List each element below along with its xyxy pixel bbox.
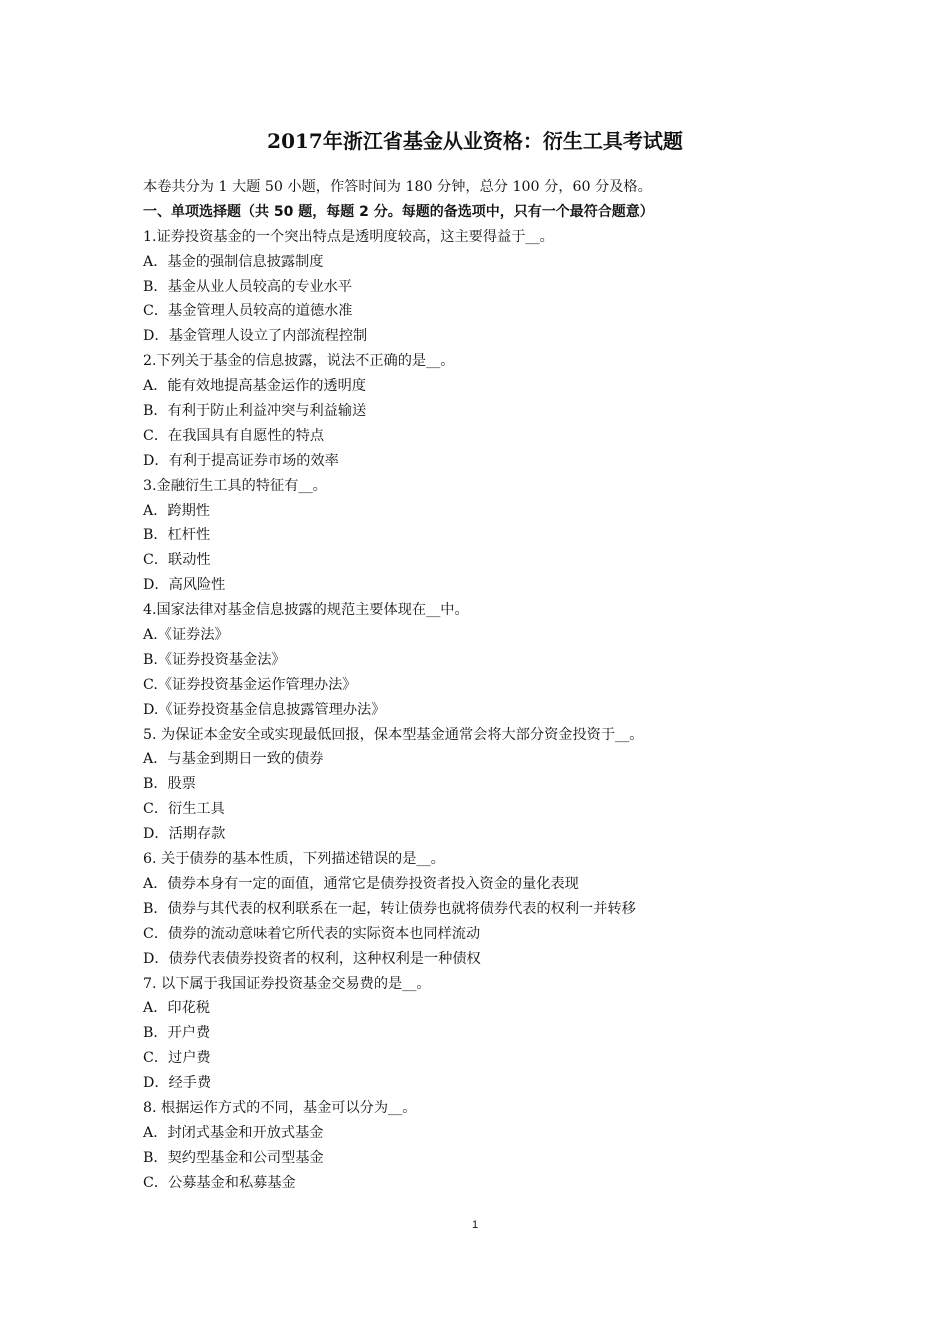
- question-6: [143, 847, 803, 971]
- document-body: [143, 175, 803, 1196]
- option-c: C．在我国具有自愿性的特点: [143, 427, 325, 444]
- question-4: [143, 598, 803, 722]
- question-5: [143, 723, 803, 847]
- question-8: [143, 1096, 803, 1196]
- question-7: [143, 972, 803, 1096]
- question-stem: 3.金融衍生工具的特征有__。: [143, 477, 327, 494]
- option-a: A．能有效地提高基金运作的透明度: [143, 378, 367, 395]
- question-stem: 7. 以下属于我国证券投资基金交易费的是__。: [143, 975, 431, 992]
- option-a: A．跨期性: [143, 502, 210, 519]
- option-b: B．股票: [143, 776, 196, 793]
- option-d: D．基金管理人设立了内部流程控制: [143, 328, 368, 345]
- option-a: A．印花税: [143, 1000, 210, 1017]
- option-b: B．杠杆性: [143, 527, 211, 544]
- option-d: D．债券代表债券投资者的权利，这种权利是一种债权: [143, 950, 481, 967]
- question-stem: 2.下列关于基金的信息披露，说法不正确的是__。: [143, 353, 455, 370]
- question-stem: 5. 为保证本金安全或实现最低回报，保本型基金通常会将大部分资金投资于__。: [143, 726, 644, 743]
- page-number: 1: [471, 1219, 479, 1231]
- option-c: C．过户费: [143, 1050, 211, 1067]
- question-stem: 6. 关于债券的基本性质，下列描述错误的是__。: [143, 851, 445, 868]
- option-a: A．债券本身有一定的面值，通常它是债券投资者投入资金的量化表现: [143, 875, 579, 892]
- option-b: B．有利于防止利益冲突与利益输送: [143, 403, 367, 420]
- question-2: [143, 349, 803, 473]
- section-heading: 一、单项选择题（共 50 题，每题 2 分。每题的备选项中，只有一个最符合题意）: [143, 203, 654, 220]
- option-c: C．基金管理人员较高的道德水准: [143, 303, 353, 320]
- option-c: C．衍生工具: [143, 801, 225, 818]
- option-c: C．债券的流动意味着它所代表的实际资本也同样流动: [143, 925, 481, 942]
- option-d: D．高风险性: [143, 577, 226, 594]
- question-1: [143, 225, 803, 349]
- question-stem: 4.国家法律对基金信息披露的规范主要体现在__中。: [143, 602, 469, 619]
- option-b: B．基金从业人员较高的专业水平: [143, 278, 353, 295]
- option-b: B．债券与其代表的权利联系在一起，转让债券也就将债券代表的权利一并转移: [143, 900, 636, 917]
- option-a: A.《证券法》: [143, 627, 229, 644]
- option-d: D．经手费: [143, 1075, 212, 1092]
- option-b: B．开户费: [143, 1025, 211, 1042]
- option-c: C.《证券投资基金运作管理办法》: [143, 676, 357, 693]
- question-3: [143, 474, 803, 598]
- document-title: 2017年浙江省基金从业资格：衍生工具考试题: [267, 129, 683, 153]
- option-a: A．封闭式基金和开放式基金: [143, 1124, 324, 1141]
- option-b: B．契约型基金和公司型基金: [143, 1149, 324, 1166]
- question-stem: 1.证券投资基金的一个突出特点是透明度较高，这主要得益于__。: [143, 228, 554, 245]
- option-d: D．活期存款: [143, 826, 226, 843]
- option-c: C．联动性: [143, 552, 211, 569]
- option-b: B.《证券投资基金法》: [143, 651, 286, 668]
- option-c: C．公募基金和私募基金: [143, 1174, 296, 1191]
- option-a: A．与基金到期日一致的债券: [143, 751, 324, 768]
- question-stem: 8. 根据运作方式的不同，基金可以分为__。: [143, 1099, 417, 1116]
- option-d: D．有利于提高证券市场的效率: [143, 452, 339, 469]
- option-a: A．基金的强制信息披露制度: [143, 253, 324, 270]
- exam-intro: 本卷共分为 1 大题 50 小题，作答时间为 180 分钟，总分 100 分，60 分及格。: [143, 179, 652, 195]
- option-d: D.《证券投资基金信息披露管理办法》: [143, 701, 386, 718]
